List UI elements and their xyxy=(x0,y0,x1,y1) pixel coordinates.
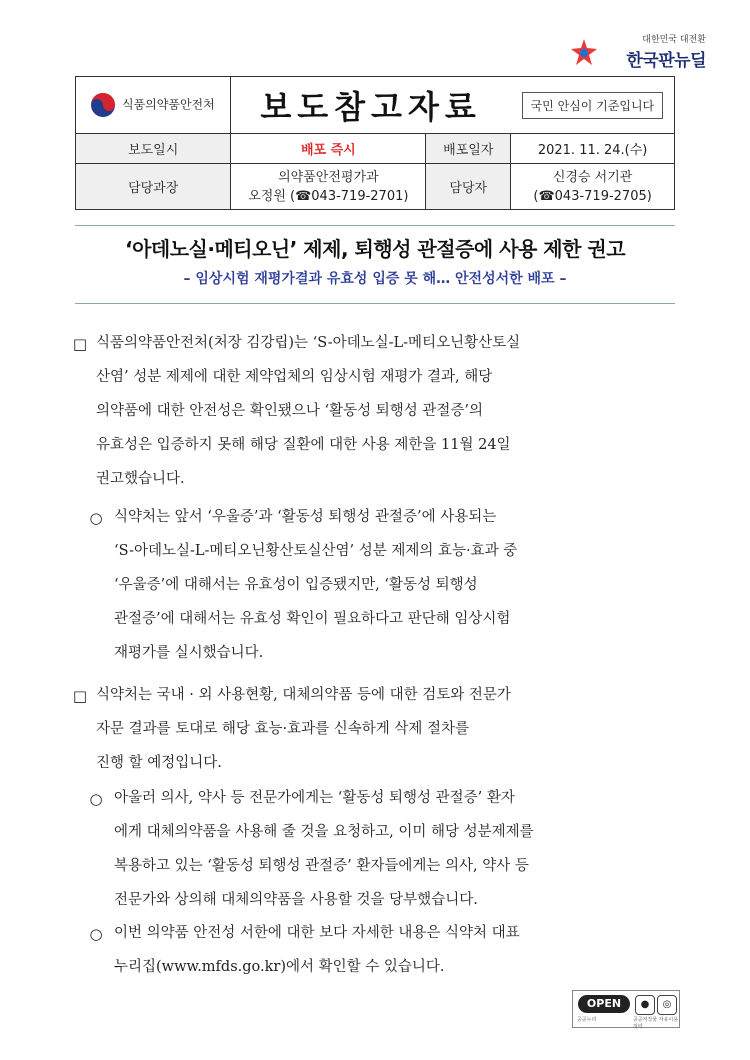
paragraph-2 xyxy=(114,500,682,670)
document-title: 보도참고자료 xyxy=(260,88,482,126)
contact-name: 신경승 서기관 xyxy=(552,169,633,185)
brand-name: 한국판뉴딜 xyxy=(626,51,706,71)
slogan-cell xyxy=(511,77,675,134)
subheadline: – 임상시험 재평가결과 유효성 입증 못 해… 안전성서한 배포 – xyxy=(183,271,567,287)
release-time-label: 보도일시 xyxy=(76,134,231,164)
press-header-table xyxy=(75,76,675,210)
release-date-value: 2021. 11. 24.(수) xyxy=(511,134,675,164)
paragraph-5 xyxy=(114,916,682,984)
paragraph-line: 누리집(www.mfds.go.kr)에서 확인할 수 있습니다. xyxy=(114,959,445,975)
paragraph-1 xyxy=(96,326,682,496)
contact-value xyxy=(511,164,675,210)
dept-label: 담당과장 xyxy=(76,164,231,210)
paragraph-line: 식품의약품안전처(처장 김강립)는 ‘S-아데노실-L-메티오닌황산토실 xyxy=(96,335,521,351)
paragraph-line: 식약처는 앞서 ‘우울증’과 ‘활동성 퇴행성 관절증’에 사용되는 xyxy=(114,509,497,525)
paragraph-line: 전문가와 상의해 대체의약품을 사용할 것을 당부했습니다. xyxy=(114,892,478,908)
headline: ‘아데노실·메티오닌’ 제제, 퇴행성 관절증에 사용 제한 권고 xyxy=(124,237,626,261)
paragraph-3 xyxy=(96,678,682,780)
paragraph-line: 진행 할 예정입니다. xyxy=(96,755,222,771)
paragraph-line: 이번 의약품 안전성 서한에 대한 보다 자세한 내용은 식약처 대표 xyxy=(114,925,520,941)
brand-tagline: 대한민국 대전환 xyxy=(642,35,706,45)
paragraph-line: ‘S-아데노실-L-메티오닌황산토실산염’ 성분 제제의 효능·효과 중 xyxy=(114,543,518,559)
dept-name: 의약품안전평가과 xyxy=(278,169,379,185)
slogan-box: 국민 안심이 기준입니다 xyxy=(522,92,664,119)
paragraph-line: 권고했습니다. xyxy=(96,471,185,487)
paragraph-line: 식약처는 국내 · 외 사용현황, 대체의약품 등에 대한 검토와 전문가 xyxy=(96,687,511,703)
new-deal-star-icon xyxy=(570,38,598,66)
square-bullet: □ xyxy=(72,687,88,705)
open-license-mark xyxy=(572,990,680,1028)
title-cell xyxy=(231,77,511,134)
paragraph-line: 의약품에 대한 안전성은 확인됐으나 ‘활동성 퇴행성 관절증’의 xyxy=(96,403,484,419)
circle-bullet: ○ xyxy=(89,925,103,943)
dept-value xyxy=(231,164,426,210)
paragraph-line: 산염’ 성분 제제에 대한 제약업체의 임상시험 재평가 결과, 해당 xyxy=(96,369,493,385)
paragraph-line: 유효성은 입증하지 못해 해당 질환에 대한 사용 제한을 11월 24일 xyxy=(96,437,511,453)
paragraph-line: 관절증’에 대해서는 유효성 확인이 필요하다고 판단해 임상시험 xyxy=(114,611,511,627)
dept-head: 오정원 (☎043-719-2701) xyxy=(248,188,409,204)
circle-bullet: ○ xyxy=(89,509,103,527)
attribution-icon: ● xyxy=(635,995,655,1015)
open-badge: OPEN xyxy=(578,995,630,1013)
open-badge-caption: 공공누리 xyxy=(577,1017,597,1023)
ministry-name: 식품의약품안전처 xyxy=(122,97,215,112)
paragraph-line: 자문 결과를 토대로 해당 효능·효과를 신속하게 삭제 절차를 xyxy=(96,721,470,737)
contact-phone: (☎043-719-2705) xyxy=(533,188,652,204)
license-type: 공공저작물 자유이용허락 xyxy=(633,1017,679,1030)
circle-bullet: ○ xyxy=(89,790,103,808)
government-emblem-icon xyxy=(90,92,116,118)
commercial-use-icon: ◎ xyxy=(657,995,677,1015)
paragraph-line: 재평가를 실시했습니다. xyxy=(114,645,264,661)
divider-bottom xyxy=(75,303,675,304)
divider-top xyxy=(75,225,675,226)
paragraph-line: 복용하고 있는 ‘활동성 퇴행성 관절증’ 환자들에게는 의사, 약사 등 xyxy=(114,858,529,874)
paragraph-line: 아울러 의사, 약사 등 전문가에게는 ‘활동성 퇴행성 관절증’ 환자 xyxy=(114,790,515,806)
paragraph-line: ‘우울증’에 대해서는 유효성이 입증됐지만, ‘활동성 퇴행성 xyxy=(114,577,478,593)
contact-label: 담당자 xyxy=(426,164,511,210)
release-time-value: 배포 즉시 xyxy=(231,134,426,164)
ministry-cell xyxy=(76,77,231,134)
paragraph-4 xyxy=(114,781,682,917)
square-bullet: □ xyxy=(72,335,88,353)
new-deal-logo xyxy=(556,30,706,74)
paragraph-line: 에게 대체의약품을 사용해 줄 것을 요청하고, 이미 해당 성분제제를 xyxy=(114,824,534,840)
release-date-label: 배포일자 xyxy=(426,134,511,164)
